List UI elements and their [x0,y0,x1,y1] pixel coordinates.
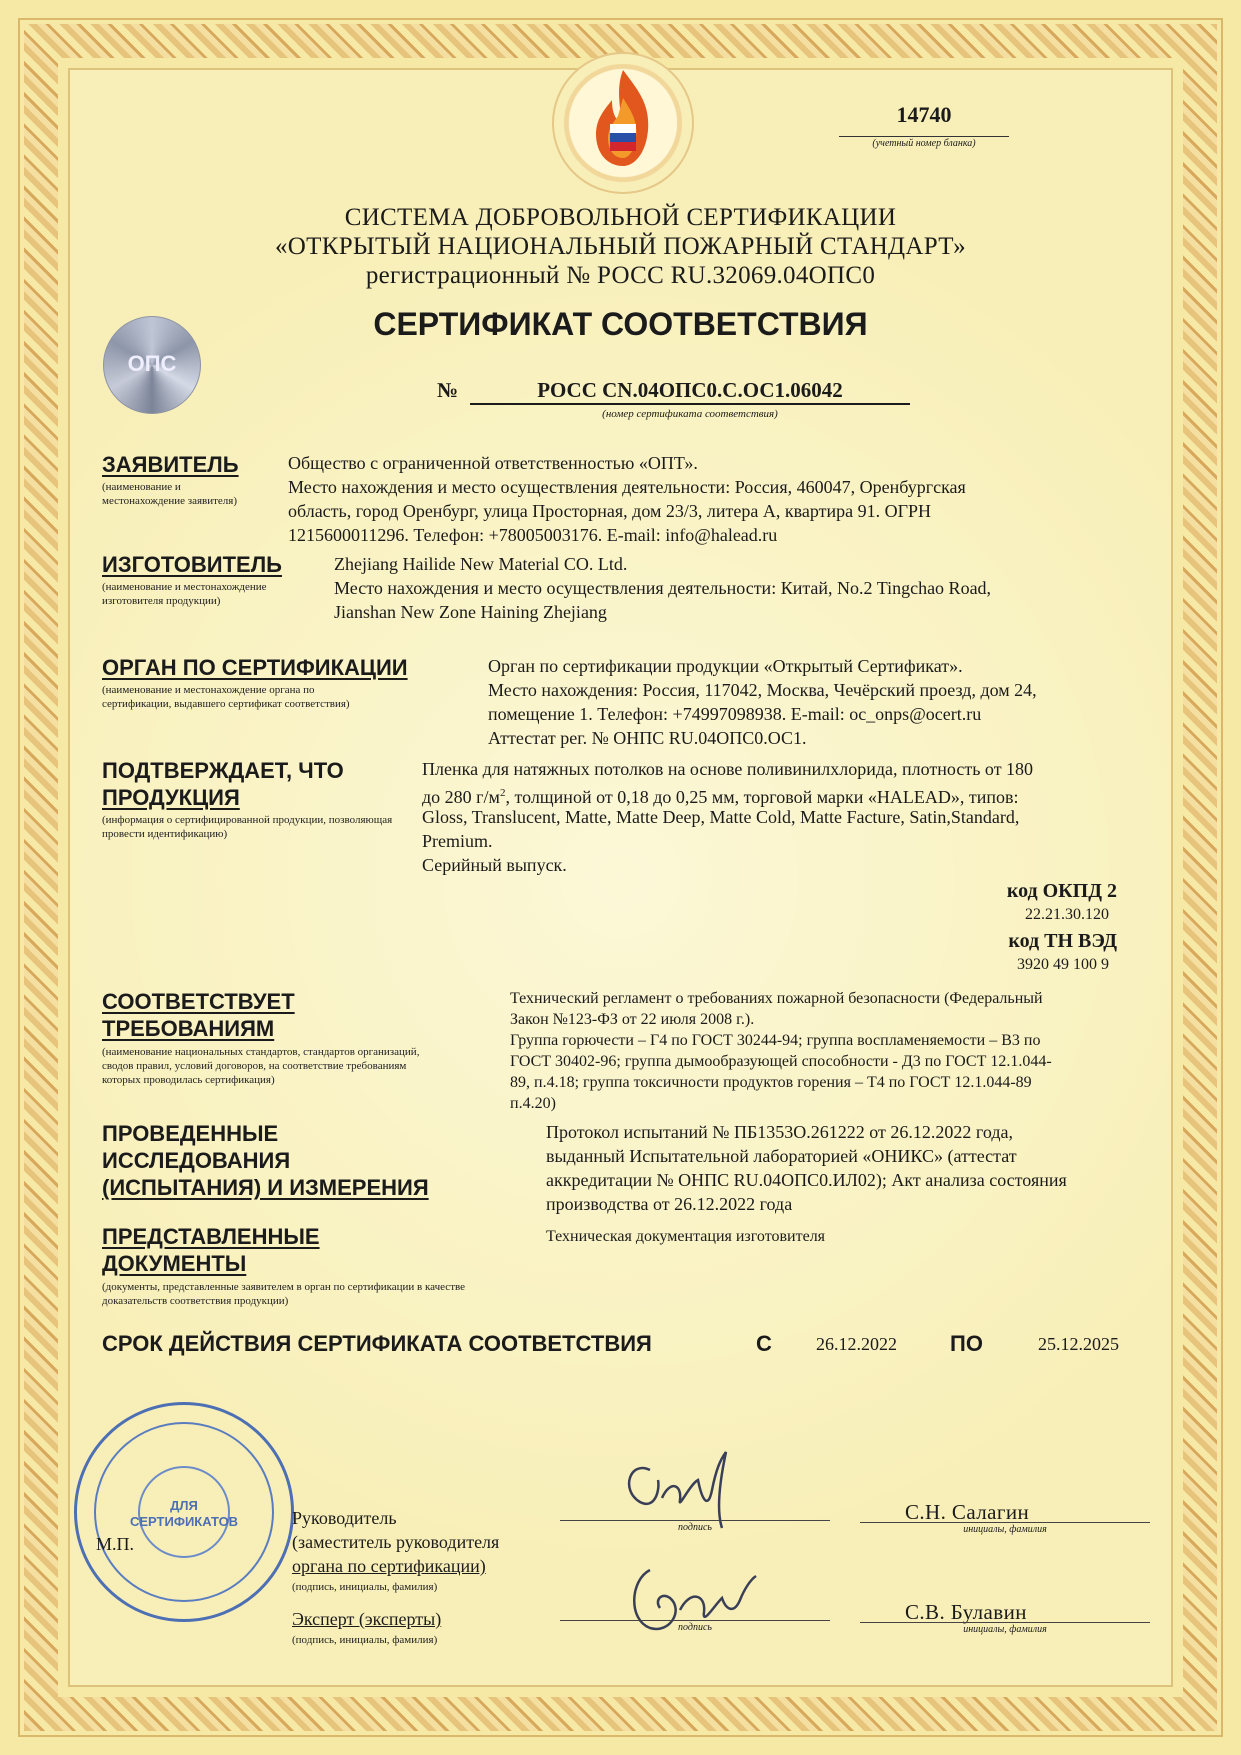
product-line-5: Серийный выпуск. [422,855,567,875]
product-line-3: Gloss, Translucent, Matte, Matte Deep, Matte Cold, Matte Facture, Satin,Standard, [422,807,1020,827]
okpd-value: 22.21.30.120 [1025,906,1109,923]
certificate-number-caption: (номер сертификата соответствия) [602,408,778,420]
blank-number-caption: (учетный номер бланка) [872,138,976,149]
expert-signature-line [560,1620,830,1621]
certification-body-sub: (наименование и местонахождение органа по сертификации, выдавшего сертификат соответствия) [102,684,350,710]
manufacturer-sub: (наименование и местонахождение изготовителя продукции) [102,581,267,607]
applicant-address-2: область, город Оренбург, улица Просторная, дом 23/3, литера А, квартира 91. ОГРН [288,501,932,521]
research-label-1: ПРОВЕДЕННЫЕ [102,1121,279,1146]
manufacturer-address-1: Место нахождения и место осуществления деятельности: Китай, No.2 Tingchao Road, [334,578,992,598]
hologram-sticker [103,316,201,414]
product-line-1: Пленка для натяжных потолков на основе поливинилхлорида, плотность от 180 [422,759,1034,779]
okpd-label: код ОКПД 2 [1006,880,1117,902]
applicant-name: Общество с ограниченной ответственностью «ОПТ». [288,453,698,473]
blank-number: 14740 [896,102,952,127]
blank-number-line [839,136,1009,137]
product-label-2: ПРОДУКЦИЯ [102,785,240,810]
head-label-1: Руководитель [292,1508,397,1528]
documents-sub: (документы, представленные заявителем в орган по сертификации в качестве доказательств соответствия продукции) [102,1281,466,1307]
hologram-text: ОПС [127,351,177,376]
certificate-number: РОСС CN.04ОПС0.С.ОС1.06042 [470,378,910,405]
head-name-line [860,1522,1150,1523]
mp-mark: М.П. [96,1534,135,1554]
certificate-title: СЕРТИФИКАТ СООТВЕТСТВИЯ [373,306,868,342]
system-name-line1: СИСТЕМА ДОБРОВОЛЬНОЙ СЕРТИФИКАЦИИ [344,204,897,231]
head-label-2: (заместитель руководителя [292,1532,500,1552]
validity-label: СРОК ДЕЙСТВИЯ СЕРТИФИКАТА СООТВЕТСТВИЯ [102,1331,652,1356]
certificate-number-label: № [437,378,459,402]
expert-signature-caption: подпись [678,1622,712,1633]
certification-body-name: Орган по сертификации продукции «Открытый Сертификат». [488,656,963,676]
requirements-label-1: СООТВЕТСТВУЕТ [102,989,295,1014]
expert-name-line [860,1622,1150,1623]
requirements-line-1: Технический регламент о требованиях пожарной безопасности (Федеральный [510,990,1043,1007]
requirements-sub: (наименование национальных стандартов, стандартов организаций, сводов правил, условий договоров, на соответствие требованиям которых проводилась сертификация) [102,1046,420,1086]
certification-body-label: ОРГАН ПО СЕРТИФИКАЦИИ [102,655,408,680]
expert-handwritten-signature [610,1550,790,1650]
documents-line-1: Техническая документация изготовителя [546,1228,826,1245]
research-label-3: (ИСПЫТАНИЯ) И ИЗМЕРЕНИЯ [102,1175,429,1200]
requirements-line-6: п.4.20) [510,1095,556,1112]
validity-from-label: С [756,1331,772,1356]
research-line-1: Протокол испытаний № ПБ1353О.261222 от 26.12.2022 года, [546,1122,1013,1142]
head-name-caption: инициалы, фамилия [963,1524,1047,1535]
head-sub: (подпись, инициалы, фамилия) [292,1581,438,1593]
head-label-3: органа по сертификации) [292,1556,486,1576]
product-sub: (информация о сертифицированной продукции, позволяющая провести идентификацию) [102,814,393,840]
product-line-2b: , толщиной от 0,18 до 0,25 мм, торговой марки «HALEAD», типов: [505,787,1019,807]
documents-label-1: ПРЕДСТАВЛЕННЫЕ [102,1224,320,1249]
requirements-line-5: 89, п.4.18; группа токсичности продуктов горения – Т4 по ГОСТ 12.1.044-89 [510,1074,1032,1091]
requirements-line-2: Закон №123-ФЗ от 22 июля 2008 г.). [510,1011,755,1028]
expert-sub: (подпись, инициалы, фамилия) [292,1634,438,1646]
expert-name: С.В. Булавин [905,1600,1027,1624]
validity-from-date: 26.12.2022 [816,1334,897,1354]
manufacturer-address-2: Jianshan New Zone Haining Zhejiang [334,602,607,622]
tnved-value: 3920 49 100 9 [1017,956,1109,973]
product-label-1: ПОДТВЕРЖДАЕТ, ЧТО [102,758,344,783]
validity-to-label: ПО [950,1331,983,1356]
certification-body-address-2: помещение 1. Телефон: +74997098938. E-mail: oc_onps@ocert.ru [488,704,982,724]
requirements-line-4: ГОСТ 30402-96; группа дымообразующей способности - Д3 по ГОСТ 12.1.044- [510,1053,1052,1070]
seal-stamp-center-text: ДЛЯ СЕРТИФИКАТОВ [130,1498,239,1529]
applicant-address-1: Место нахождения и место осуществления деятельности: Россия, 460047, Оренбургская [288,477,966,497]
documents-label-2: ДОКУМЕНТЫ [102,1251,247,1276]
expert-name-caption: инициалы, фамилия [963,1624,1047,1635]
research-line-4: производства от 26.12.2022 года [546,1194,793,1214]
applicant-sub: (наименование и местонахождение заявителя) [102,481,237,507]
applicant-contacts: 1215600011296. Телефон: +78005003176. E-mail: info@halead.ru [288,525,778,545]
flame-emblem-icon [552,52,694,194]
tnved-label: код ТН ВЭД [1008,930,1117,952]
product-line-4: Premium. [422,831,493,851]
system-name-line2: «ОТКРЫТЫЙ НАЦИОНАЛЬНЫЙ ПОЖАРНЫЙ СТАНДАРТ» [275,233,966,260]
validity-to-date: 25.12.2025 [1038,1334,1119,1354]
certification-body-address-1: Место нахождения: Россия, 117042, Москва, Чечёрский проезд, дом 24, [488,680,1037,700]
requirements-line-3: Группа горючести – Г4 по ГОСТ 30244-94; группа воспламеняемости – В3 по [510,1032,1041,1049]
research-line-3: аккредитации № ОНПС RU.04ОПС0.ИЛ02); Акт анализа состояния [546,1170,1067,1190]
product-line-2-sup: 2 [499,787,506,799]
head-signature-caption: подпись [678,1522,712,1533]
manufacturer-label: ИЗГОТОВИТЕЛЬ [102,552,282,577]
system-registration: регистрационный № РОСС RU.32069.04ОПС0 [365,262,876,289]
certification-body-attestat: Аттестат рег. № ОНПС RU.04ОПС0.ОС1. [488,728,807,748]
head-signature-line [560,1520,830,1521]
product-line-2a: до 280 г/м [422,787,500,807]
expert-label: Эксперт (эксперты) [292,1609,442,1629]
research-line-2: выданный Испытательной лабораторией «ОНИКС» (аттестат [546,1146,1017,1166]
head-name: С.Н. Салагин [905,1500,1030,1524]
requirements-label-2: ТРЕБОВАНИЯМ [102,1016,275,1041]
manufacturer-name: Zhejiang Hailide New Material CO. Ltd. [334,554,628,574]
applicant-label: ЗАЯВИТЕЛЬ [102,452,239,477]
research-label-2: ИССЛЕДОВАНИЯ [102,1148,291,1173]
